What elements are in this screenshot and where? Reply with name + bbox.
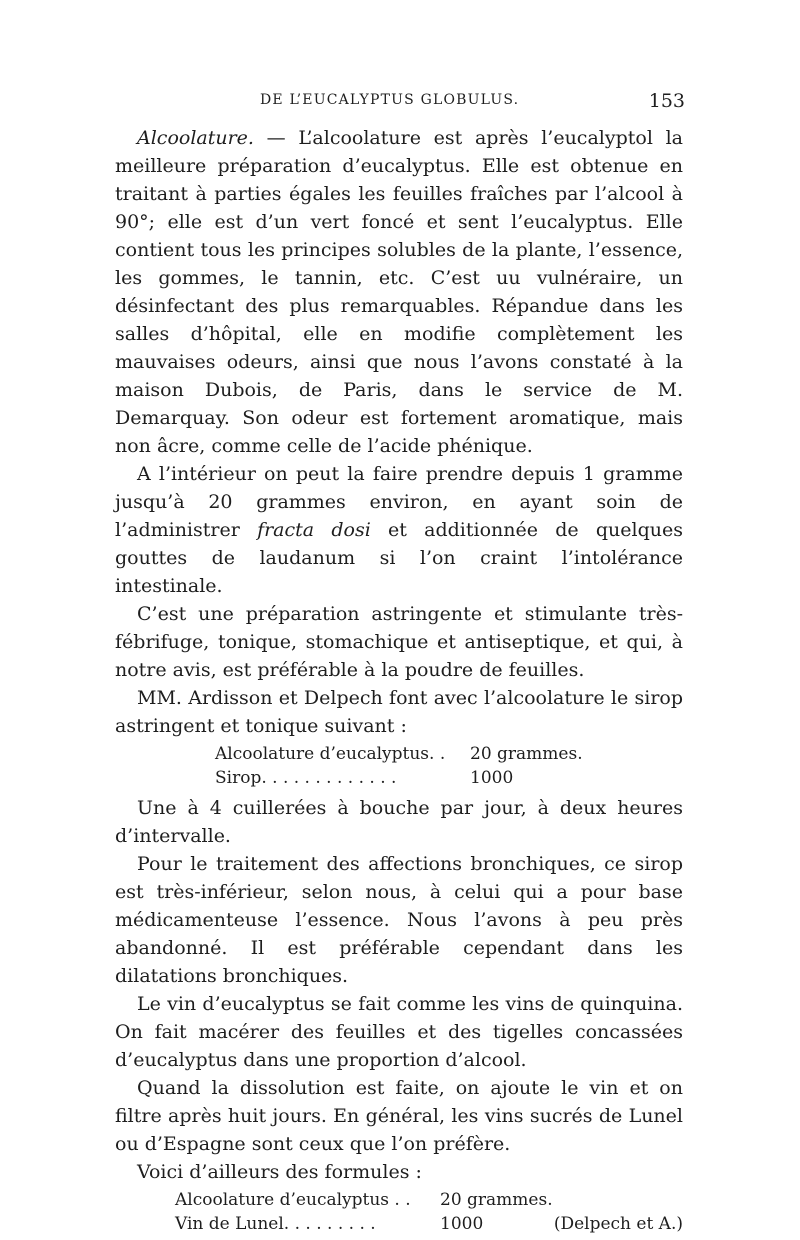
paragraph-text: et additionnée de quelques gouttes de laudanum si l’on craint l’intolérance intestinale.: [115, 519, 683, 597]
body-text: [115, 124, 683, 1236]
formula-vin: [115, 1188, 683, 1236]
formula-ingredient: Alcoolature d’eucalyptus . .: [175, 1190, 411, 1210]
formula-row: [115, 766, 683, 790]
formula-ingredient: Sirop. . . . . . . . . . . . .: [215, 768, 397, 788]
paragraph-text: — L’alcoolature est après l’eucalyptol la meilleure préparation d’eucalyptus. Elle est obtenue en traitant à parties égales les feuilles fraîches par l’alcool à 90°; elle est d’un vert foncé et sent l’eucalyptus. Elle contient tous les principes solubles de la plante, l’essence, les gommes, le tannin, etc. C’est uu vulnéraire, un désinfectant des plus remarquables. Répandue dans les salles d’hôpital, elle en modifie complètement les mauvaises odeurs, ainsi que nous l’avons constaté à la maison Dubois, de Paris, dans le service de M. Demarquay. Son odeur est fortement aromatique, mais non âcre, comme celle de l’acide phénique.: [115, 127, 683, 457]
book-page: [115, 92, 683, 1240]
paragraph-formulas-intro: Voici d’ailleurs des formules :: [137, 1161, 422, 1183]
paragraph-sirop-intro: MM. Ardisson et Delpech font avec l’alcoolature le sirop astringent et tonique suivant :: [115, 687, 683, 737]
formula-row: [115, 1212, 683, 1236]
page-number: 153: [648, 90, 685, 112]
paragraph-dissolution: Quand la dissolution est faite, on ajoute le vin et on filtre après huit jours. En général, les vins sucrés de Lunel ou d’Espagne sont ceux que l’on préfère.: [115, 1077, 683, 1155]
running-title: DE L’EUCALYPTUS GLOBULUS.: [260, 92, 520, 108]
formula-quantity: 20 grammes.: [470, 744, 583, 764]
paragraph-vin: Le vin d’eucalyptus se fait comme les vins de quinquina. On fait macérer des feuilles et des tigelles concassées d’eucalyptus dans une proportion d’alcool.: [115, 993, 683, 1071]
paragraph-dosage: [115, 460, 683, 600]
formula-quantity: 1000: [440, 1214, 484, 1234]
formula-citation: (Delpech et A.): [553, 1214, 683, 1234]
formula-quantity: 20 grammes.: [440, 1190, 553, 1210]
paragraph-properties: C’est une préparation astringente et stimulante très-fébrifuge, tonique, stomachique et antiseptique, et qui, à notre avis, est préférable à la poudre de feuilles.: [115, 603, 683, 681]
italic-phrase: fracta dosi: [257, 519, 371, 541]
section-lead: Alcoolature.: [137, 127, 254, 149]
paragraph-alcoolature: [115, 124, 683, 460]
formula-row: [115, 742, 683, 766]
formula-row: [115, 1188, 683, 1212]
formula-sirop: [115, 742, 683, 790]
paragraph-posology: Une à 4 cuillerées à bouche par jour, à deux heures d’intervalle.: [115, 797, 683, 847]
running-head: [115, 92, 683, 114]
paragraph-bronchial: Pour le traitement des affections bronchiques, ce sirop est très-inférieur, selon nous, à celui qui a pour base médicamenteuse l’essence. Nous l’avons à peu près abandonné. Il est préférable cependant dans les dilatations bronchiques.: [115, 853, 683, 987]
formula-ingredient: Alcoolature d’eucalyptus. .: [215, 744, 446, 764]
paragraph-text: A l’intérieur on peut la faire prendre depuis 1 gramme jusqu’à 20 grammes environ, en ayant soin de l’administrer: [115, 463, 683, 541]
formula-ingredient: Vin de Lunel. . . . . . . . .: [175, 1214, 376, 1234]
formula-quantity: 1000: [470, 768, 514, 788]
